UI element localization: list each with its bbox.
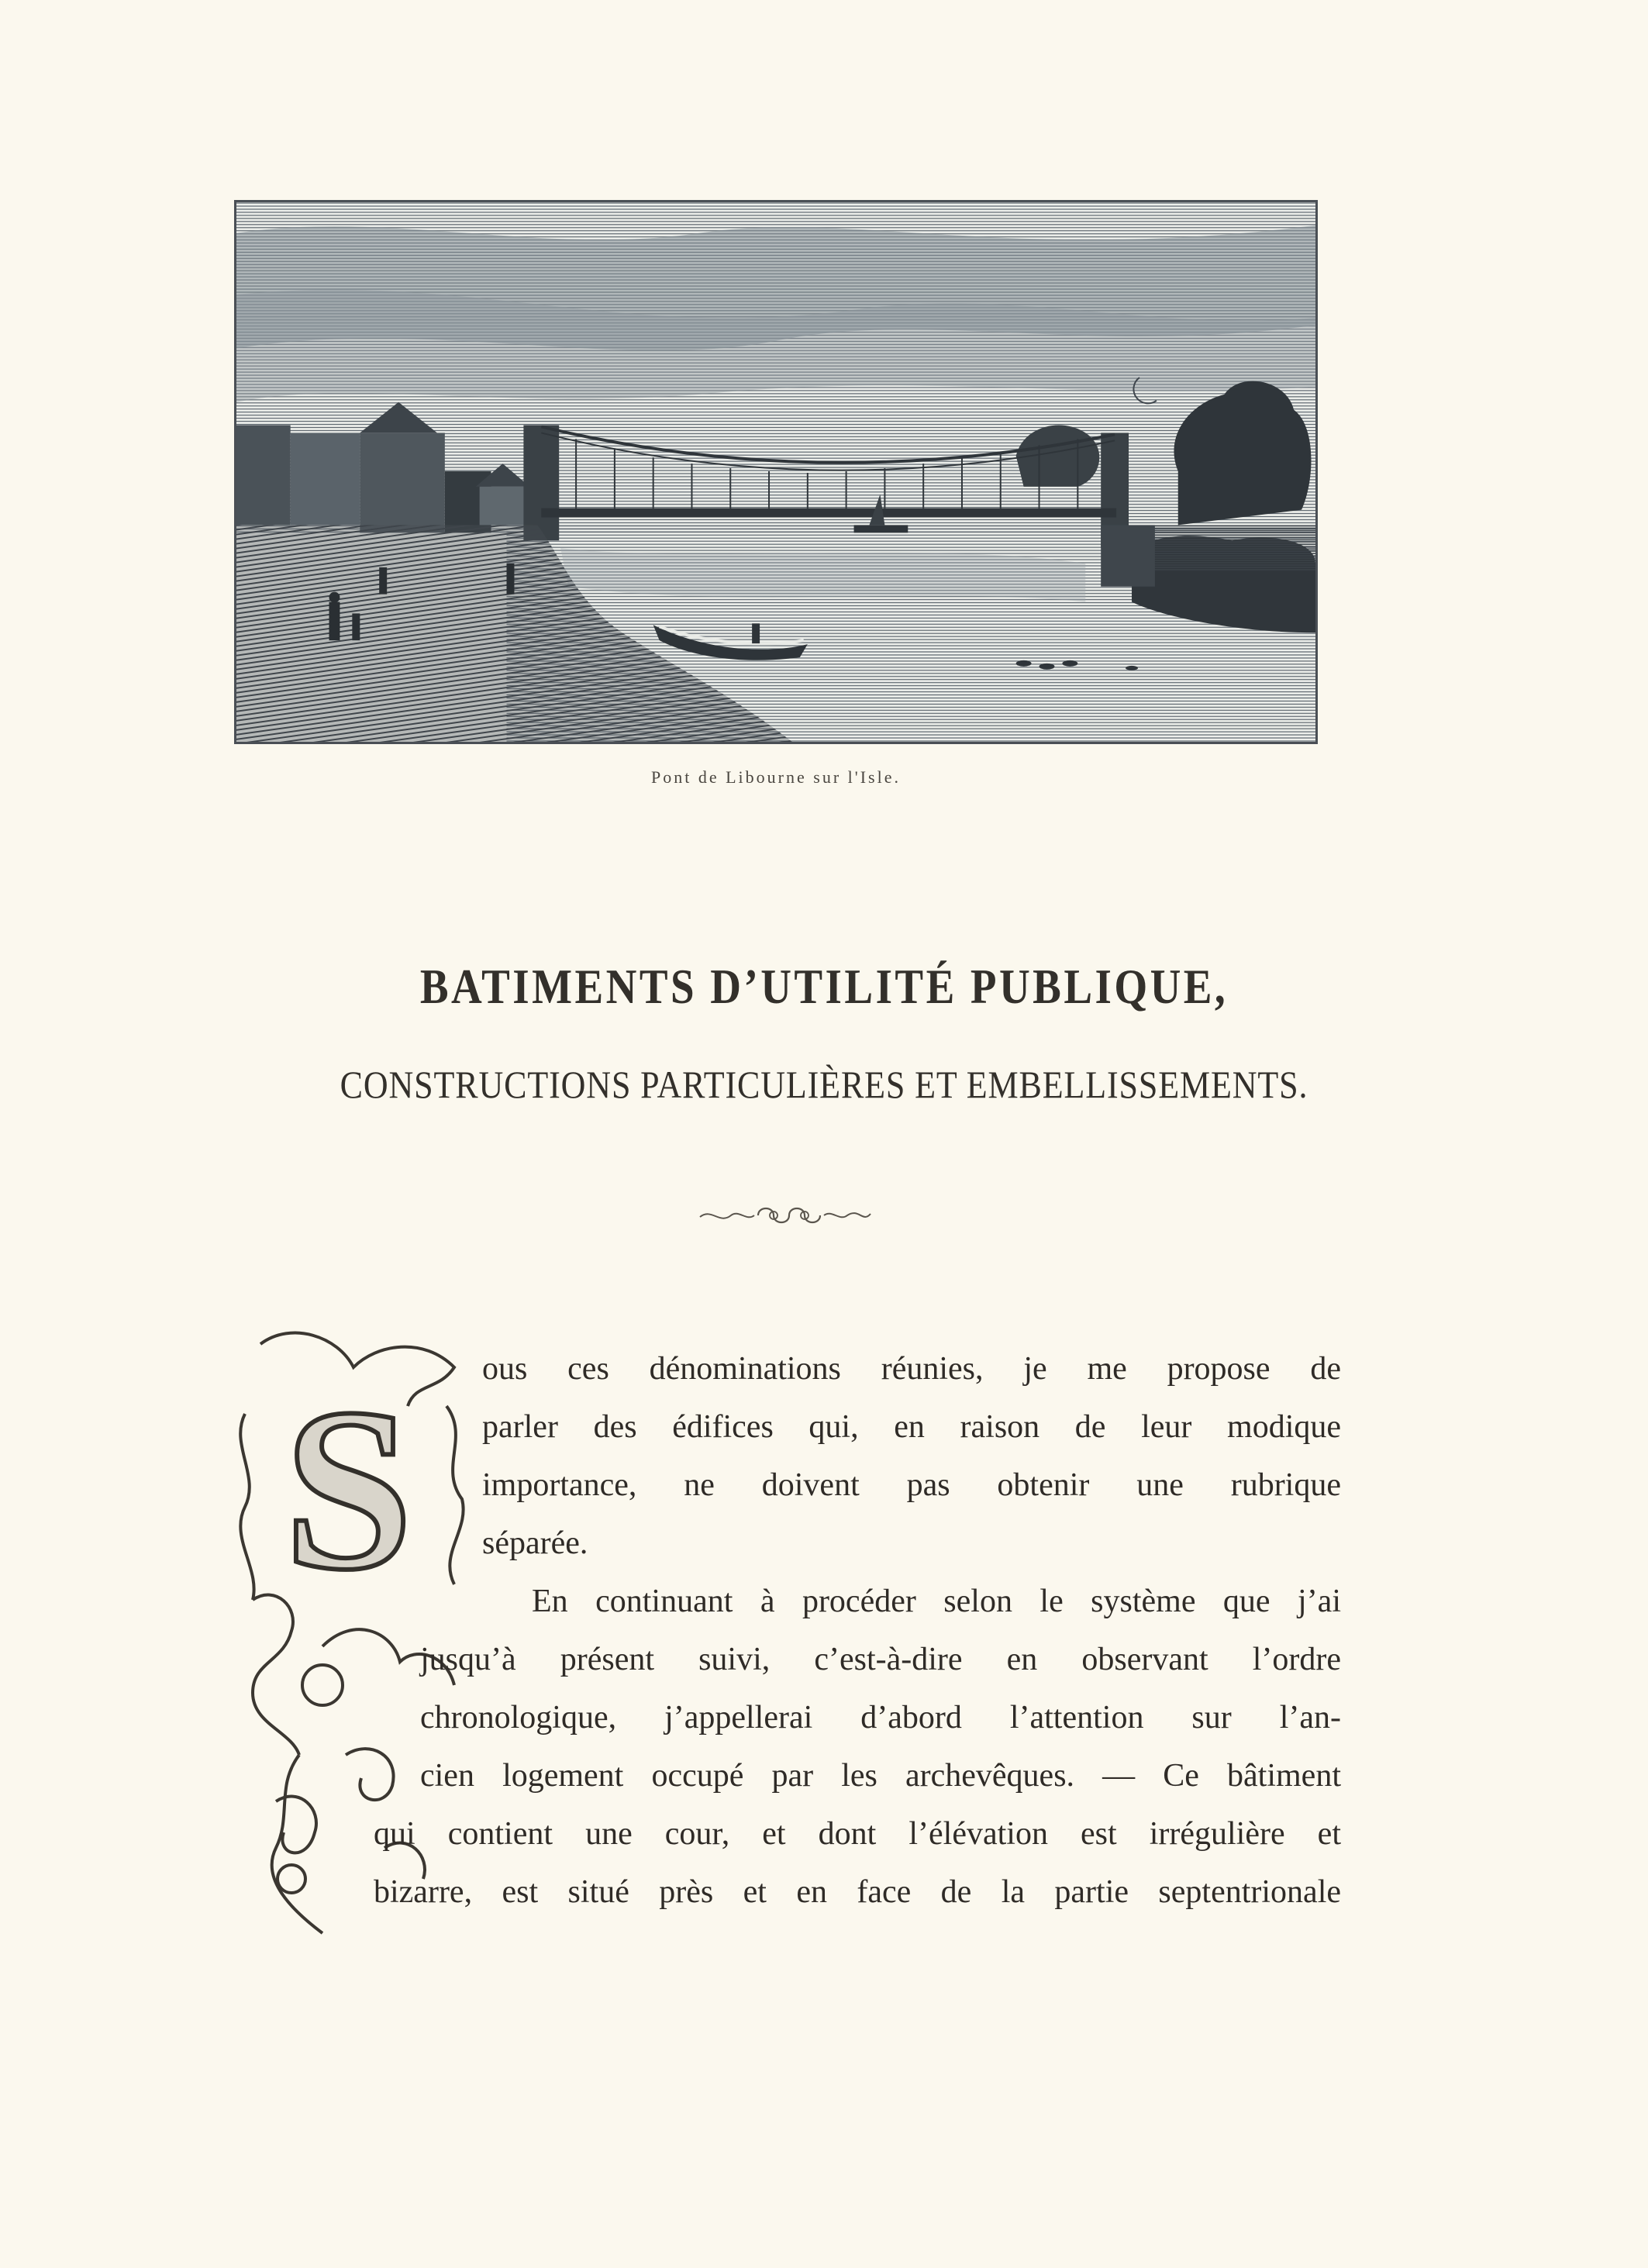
body-line: qui contient une cour, et dont l’élévation est irrégulière et xyxy=(374,1816,1341,1852)
body-line: parler des édifices qui, en raison de leur modique xyxy=(482,1409,1341,1445)
body-line: cien logement occupé par les archevêques. — Ce bâtiment xyxy=(420,1758,1341,1794)
page-title: BATIMENTS D’UTILITÉ PUBLIQUE, xyxy=(419,959,1229,1014)
bridge-engraving xyxy=(234,200,1318,744)
illustration-caption: Pont de Libourne sur l'Isle. xyxy=(651,767,901,787)
body-line: ous ces dénominations réunies, je me propose de xyxy=(482,1351,1341,1387)
body-line: importance, ne doivent pas obtenir une rubrique xyxy=(482,1467,1341,1503)
dropcap-letter: S xyxy=(284,1360,413,1618)
body-line: jusqu’à présent suivi, c’est-à-dire en observant l’ordre xyxy=(420,1642,1341,1677)
body-line: chronologique, j’appellerai d’abord l’attention sur l’an- xyxy=(420,1700,1341,1735)
ornament-divider-icon xyxy=(696,1200,874,1231)
body-line: séparée. xyxy=(482,1525,588,1561)
engraving-drawing xyxy=(236,202,1315,742)
body-line: bizarre, est situé près et en face de la partie septentrionale xyxy=(374,1874,1341,1910)
page-subtitle: CONSTRUCTIONS PARTICULIÈRES ET EMBELLISSEMENTS. xyxy=(340,1063,1308,1106)
body-line: En continuant à procéder selon le système que j’ai xyxy=(532,1584,1341,1619)
dropcap-ornament-icon xyxy=(229,1321,470,1947)
